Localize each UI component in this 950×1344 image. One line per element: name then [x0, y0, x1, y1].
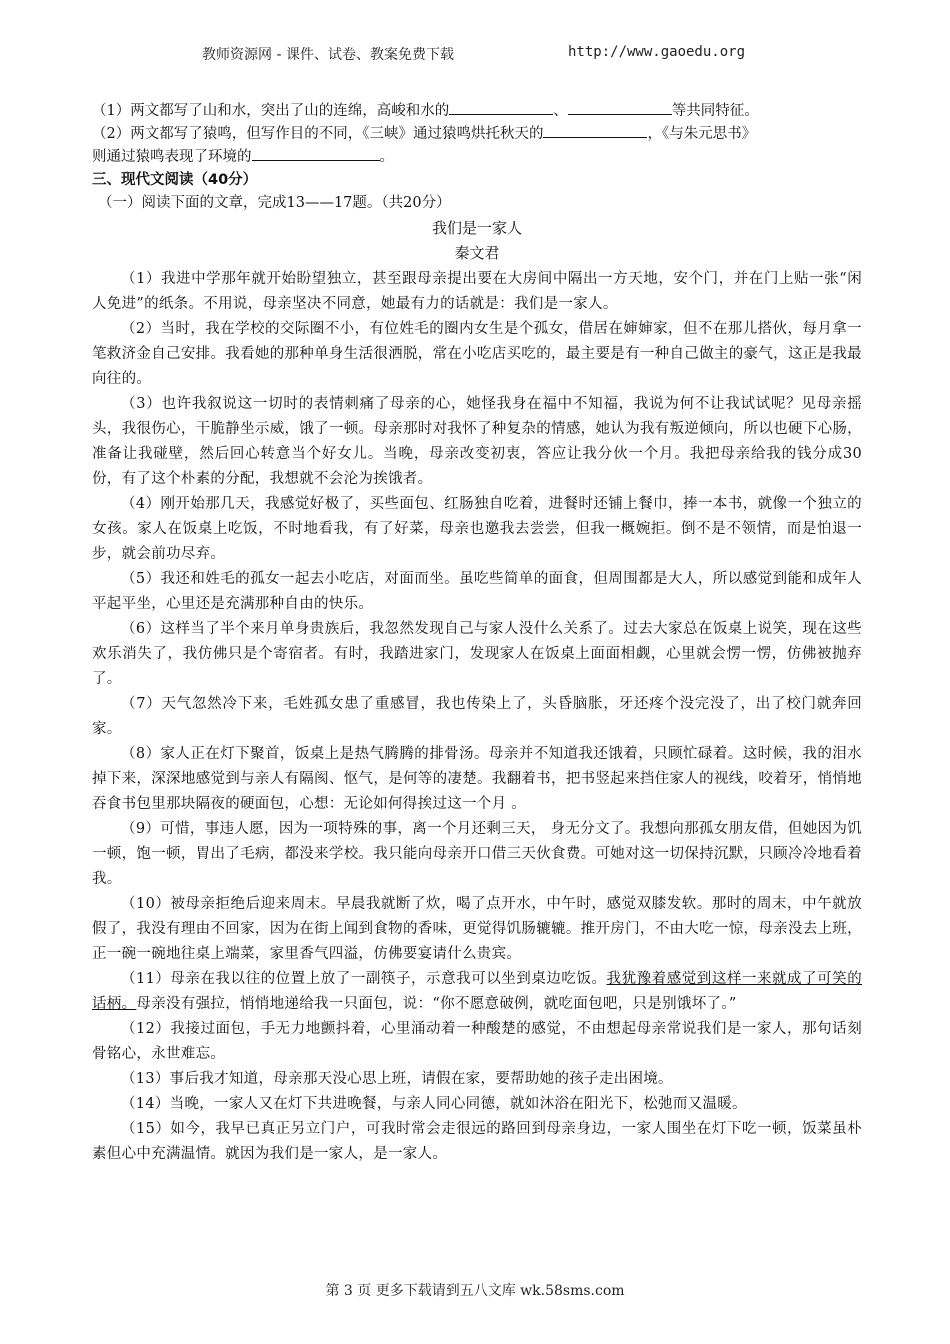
- question-2: [92, 123, 862, 146]
- article-paragraph: （6）这样当了半个来月单身贵族后，我忽然发现自己与家人没什么关系了。过去大家总在饭桌上说笑，现在这些欢乐消失了，我仿佛只是个寄宿者。有时，我踏进家门，发现家人在饭桌上面面相觑，心里就会愣一愣，仿佛被抛弃了。: [92, 621, 862, 687]
- article-paragraph: （13）事后我才知道，母亲那天没心思上班，请假在家，要帮助她的孩子走出困境。: [121, 1071, 673, 1087]
- article-paragraph: （2）当时，我在学校的交际圈不小，有位姓毛的圈内女生是个孤女，借居在婶婶家，但不在那儿搭伙，每月拿一笔救济金自己安排。我看她的那种单身生活很洒脱，常在小吃店买吃的，最主要是有一种自己做主的豪气，这正是我最向往的。: [92, 321, 862, 387]
- header-site-name: 教师资源网 - 课件、试卷、教案免费下载: [202, 47, 454, 63]
- article-paragraph: （4）刚开始那几天，我感觉好极了，买些面包、红肠独自吃着，进餐时还铺上餐巾，捧一本书，就像一个独立的女孩。家人在饭桌上吃饭，不时地看我，有了好菜，母亲也邀我去尝尝，但我一概婉拒。倒不是不领情，而是怕退一步，就会前功尽弃。: [92, 496, 862, 562]
- article-paragraph: （7）天气忽然冷下来，毛姓孤女患了重感冒，我也传染上了，头昏脑胀，牙还疼个没完没了，出了校门就奔回家。: [92, 696, 862, 737]
- question-1-text-a: （1）两文都写了山和水，突出了山的连绵，高峻和水的: [92, 103, 450, 119]
- question-2-text-b: ，《与朱元思书》: [647, 126, 757, 142]
- section-heading: 三、现代文阅读（40分）: [92, 172, 258, 188]
- article-paragraph: （9）可惜，事违人愿，因为一项特殊的事，离一个月还剩三天， 身无分文了。我想向那孤女朋友借，但她因为饥一顿，饱一顿，胃出了毛病，都没来学校。我只能向母亲开口借三天伙食费。可她对这一切保持沉默，只顾冷冷地看着我。: [92, 821, 862, 887]
- question-2-text-a: （2）两文都写了猿鸣，但写作目的不同，《三峡》通过猿鸣烘托秋天的: [92, 126, 544, 142]
- page-footer: 第 3 页 更多下载请到五八文库 wk.58sms.com: [325, 1283, 625, 1299]
- article-paragraph: （15）如今，我早已真正另立门户，可我时常会走很远的路回到母亲身边，一家人围坐在灯下吃一顿，饭菜虽朴素但心中充满温情。就因为我们是一家人，是一家人。: [92, 1121, 862, 1162]
- article-paragraph: （8）家人正在灯下聚首，饭桌上是热气腾腾的排骨汤。母亲并不知道我还饿着，只顾忙碌着。这时候，我的泪水掉下来，深深地感觉到与亲人有隔阂、怄气，是何等的凄楚。我翻着书，把书竖起来挡住家人的视线，咬着牙，悄悄地吞食书包里那块隔夜的硬面包，心想：无论如何得挨过这一个月 。: [92, 746, 862, 812]
- article-title: 我们是一家人: [431, 219, 522, 237]
- section-instructions: （一）阅读下面的文章，完成13——17题。（共20分）: [98, 195, 451, 211]
- paragraph-11-text-b: 母亲没有强拉，悄悄地递给我一只面包，说：“你不愿意破例，就吃面包吧，只是别饿坏了。”: [136, 996, 737, 1012]
- question-2-text-d: 。: [379, 149, 394, 165]
- article-paragraph: （1）我进中学那年就开始盼望独立，甚至跟母亲提出要在大房间中隔出一方天地，安个门，并在门上贴一张“闲人免进”的纸条。不用说，母亲坚决不同意，她最有力的话就是：我们是一家人。: [92, 271, 862, 312]
- article-paragraph-11: [92, 967, 862, 1017]
- question-1-separator: 、: [553, 103, 568, 119]
- underlined-sentence: 我犹豫着感觉到这样一来就成了可笑的话柄。: [92, 971, 862, 1012]
- answer-blank[interactable]: [543, 123, 647, 138]
- question-2-text-c: 则通过猿鸣表现了环境的: [92, 149, 252, 165]
- question-1-text-b: 等共同特征。: [671, 103, 759, 119]
- question-1: [92, 100, 862, 123]
- question-2-continued: [92, 146, 862, 169]
- answer-blank[interactable]: [252, 146, 380, 161]
- article-paragraph: （3）也许我叙说这一切时的表情刺痛了母亲的心，她怪我身在福中不知福，我说为何不让我试试呢？见母亲摇头，我很伤心，干脆静坐示威，饿了一顿。母亲那时对我怀了种复杂的情感，她认为我有叛逆倾向，所以也硬下心肠，准备让我碰壁，然后回心转意当个好女儿。当晚，母亲改变初衷，答应让我分伙一个月。我把母亲给我的钱分成30份，有了这个朴素的分配，我想就不会沦为挨饿者。: [92, 396, 862, 487]
- article-paragraph: （5）我还和姓毛的孤女一起去小吃店，对面而坐。虽吃些简单的面食，但周围都是大人，所以感觉到能和成年人平起平坐，心里还是充满那种自由的快乐。: [92, 571, 862, 612]
- header-url-link[interactable]: http://www.gaoedu.org: [568, 44, 746, 60]
- article-paragraph: （14）当晚，一家人又在灯下共进晚餐，与亲人同心同德，就如沐浴在阳光下，松弛而又温暖。: [121, 1096, 747, 1112]
- article-author: 秦文君: [454, 244, 500, 262]
- answer-blank[interactable]: [568, 100, 672, 115]
- article-paragraph: （12）我接过面包，手无力地颤抖着，心里涌动着一种酸楚的感觉，不由想起母亲常说我们是一家人，那句话刻骨铭心，永世难忘。: [92, 1021, 862, 1062]
- article-paragraph: （10）被母亲拒绝后迎来周末。早晨我就断了炊，喝了点开水，中午时，感觉双膝发软。那时的周末，中午就放假了，我没有理由不回家，因为在街上闻到食物的香味，更觉得饥肠辘辘。推开房门，不由大吃一惊，母亲没去上班，正一碗一碗地往桌上端菜，家里香气四溢，仿佛要宴请什么贵宾。: [92, 896, 862, 962]
- paragraph-11-text-a: （11）母亲在我以往的位置上放了一副筷子，示意我可以坐到桌边吃饭。: [121, 971, 607, 987]
- answer-blank[interactable]: [449, 100, 553, 115]
- page-content: [92, 100, 862, 1167]
